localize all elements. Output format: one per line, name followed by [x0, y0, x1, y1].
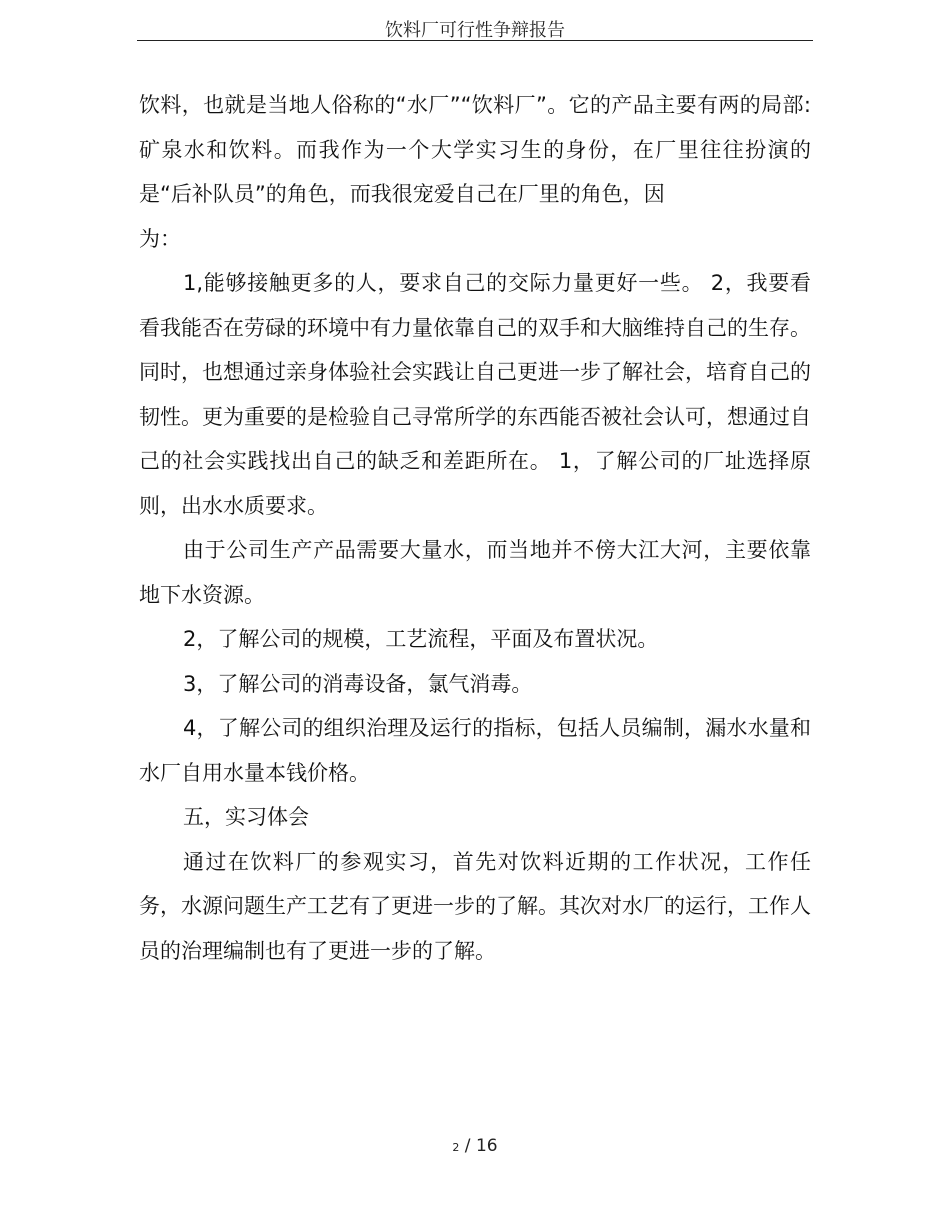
page-total: 16: [475, 1136, 498, 1156]
paragraph: 4，了解公司的组织治理及运行的指标，包括人员编制，漏水水量和水厂自用水量本钱价格。: [139, 716, 811, 785]
page-current: 2: [452, 1141, 460, 1154]
document-title: 饮料厂可行性争辩报告: [385, 20, 565, 41]
paragraph: 饮料，也就是当地人俗称的“水厂”“饮料厂”。它的产品主要有两的局部:矿泉水和饮料。而我作为一个大学实习生的身份，在厂里往往扮演的是“后补队员”的角色，而我很宠爱自己在厂里的角色，因: [139, 93, 811, 206]
document-body: [139, 83, 811, 973]
page-separator: /: [459, 1136, 476, 1156]
paragraph: 2，了解公司的规模，工艺流程，平面及布置状况。: [183, 627, 659, 651]
paragraph: 由于公司生产产品需要大量水，而当地并不傍大江大河，主要依靠地下水资源。: [139, 538, 811, 607]
paragraph: 通过在饮料厂的参观实习，首先对饮料近期的工作状况，工作任务，水源问题生产工艺有了更进一步的了解。其次对水厂的运行，工作人员的治理编制也有了更进一步的了解。: [139, 849, 811, 963]
paragraph: 3，了解公司的消毒设备，氯气消毒。: [183, 671, 533, 696]
paragraph: 为：: [139, 226, 181, 251]
paragraph: 1,能够接触更多的人，要求自己的交际力量更好一些。 2，我要看看我能否在劳碌的环境中有力量依靠自己的双手和大脑维持自己的生存。同时，也想通过亲身体验社会实践让自己更进一步了解社会，培育自己的韧性。更为重要的是检验自己寻常所学的东西能否被社会认可，想通过自己的社会实践找出自己的缺乏和差距所在。 1，了解公司的厂址选择原则，出水水质要求。: [139, 271, 811, 518]
page-header: [137, 12, 813, 41]
page-number: [0, 1136, 950, 1156]
section-heading: 五，实习体会: [183, 805, 309, 829]
